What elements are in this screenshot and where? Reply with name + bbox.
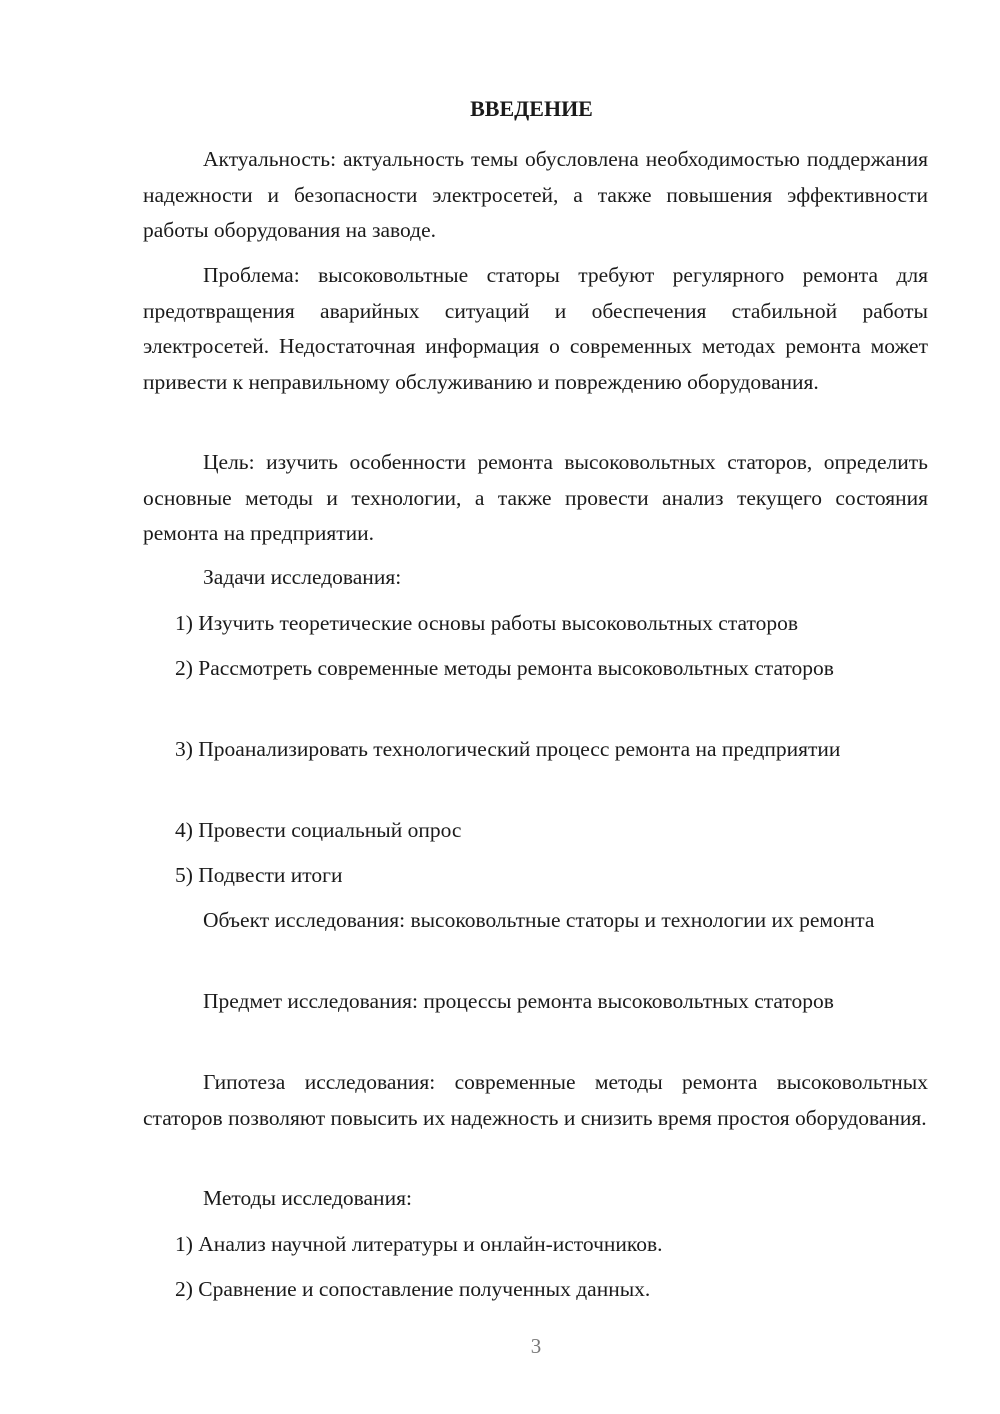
- task-item-2: 2) Рассмотреть современные методы ремонта высоковольтных статоров: [175, 656, 834, 680]
- method-item-1: 1) Анализ научной литературы и онлайн-источников.: [175, 1232, 663, 1256]
- methods-title: Методы исследования:: [203, 1186, 412, 1210]
- paragraph-subject: Предмет исследования: процессы ремонта высоковольтных статоров: [203, 989, 834, 1013]
- paragraph-problem: Проблема: высоковольтные статоры требуют регулярного ремонта для предотвращения аварийных ситуаций и обеспечения стабильной работы электросетей. Недостаточная информация о современных методах ремонта может привести к неправильному обслуживанию и повреждению оборудования.: [143, 263, 928, 394]
- task-item-3: 3) Проанализировать технологический процесс ремонта на предприятии: [175, 737, 841, 761]
- method-item-2: 2) Сравнение и сопоставление полученных данных.: [175, 1277, 651, 1301]
- paragraph-relevance: Актуальность: актуальность темы обусловлена необходимостью поддержания надежности и безопасности электросетей, а также повышения эффективности работы оборудования на заводе.: [143, 147, 928, 242]
- paragraph-object: Объект исследования: высоковольтные статоры и технологии их ремонта: [203, 908, 875, 932]
- task-item-4: 4) Провести социальный опрос: [175, 818, 462, 842]
- task-item-5: 5) Подвести итоги: [175, 863, 343, 887]
- task-item-1: 1) Изучить теоретические основы работы высоковольтных статоров: [175, 611, 799, 635]
- paragraph-hypothesis: Гипотеза исследования: современные методы ремонта высоковольтных статоров позволяют повысить их надежность и снизить время простоя оборудования.: [143, 1070, 928, 1130]
- page-number: 3: [530, 1334, 542, 1358]
- paragraph-goal: Цель: изучить особенности ремонта высоковольтных статоров, определить основные методы и технологии, а также провести анализ текущего состояния ремонта на предприятии.: [143, 450, 928, 545]
- section-heading: ВВЕДЕНИЕ: [470, 96, 593, 121]
- tasks-title: Задачи исследования:: [203, 565, 402, 589]
